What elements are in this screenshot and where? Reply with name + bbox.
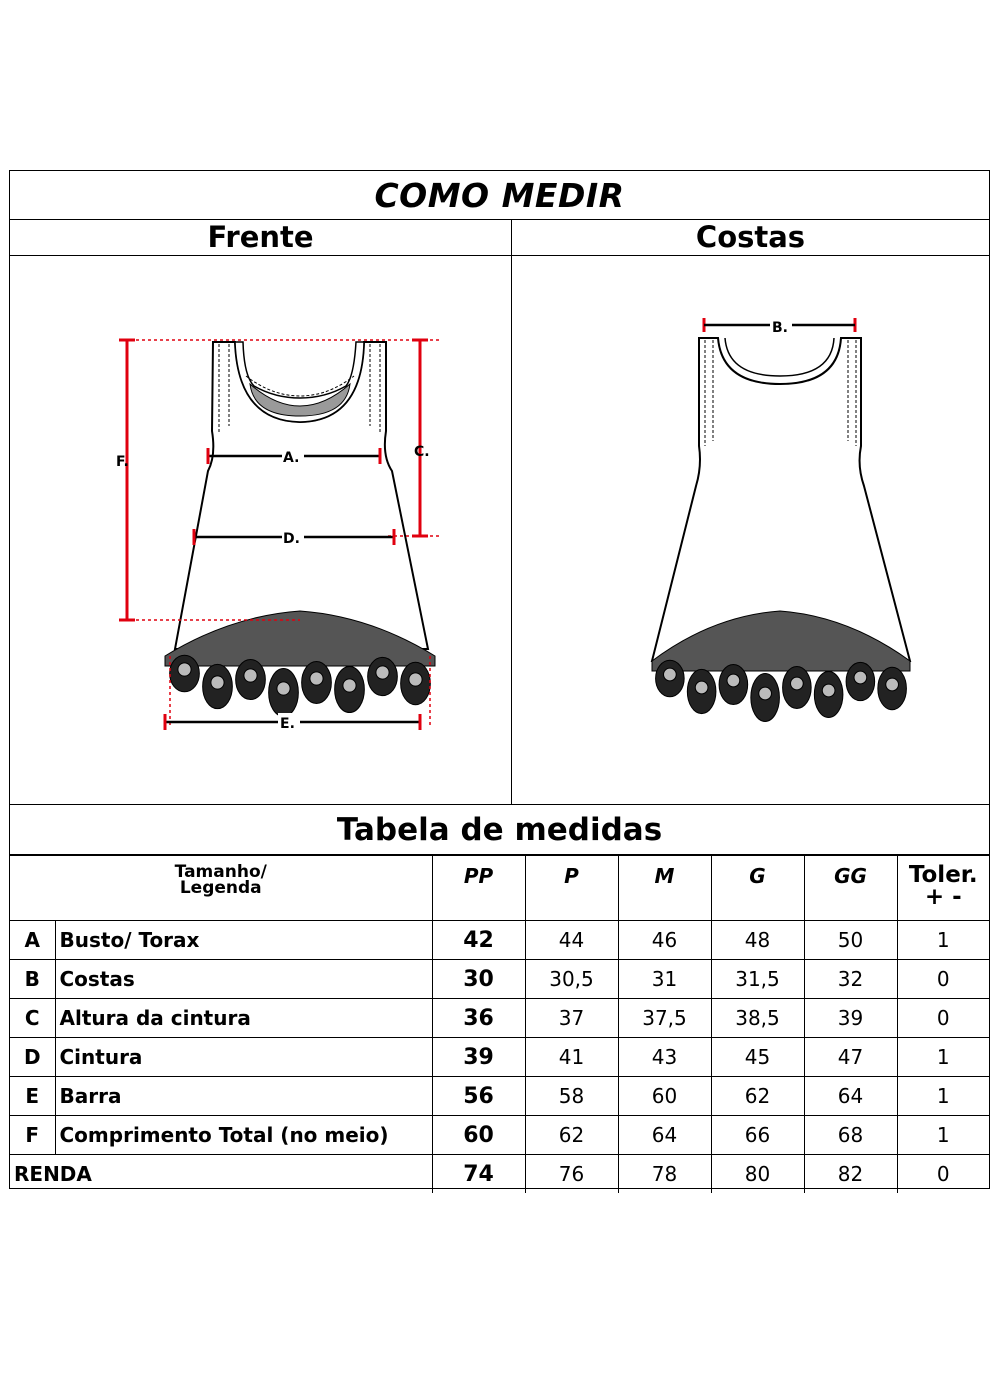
row-value-p: 62 <box>525 1116 618 1155</box>
measurement-sheet <box>9 170 990 1189</box>
row-value-g: 45 <box>711 1038 804 1077</box>
lace-hem-front <box>165 611 435 716</box>
tolerance-header-line1: Toler. <box>908 862 978 888</box>
row-value-pp: 56 <box>432 1077 525 1116</box>
size-header-p: P <box>525 856 618 921</box>
table-row <box>10 1077 989 1116</box>
row-tolerance: 0 <box>897 999 989 1038</box>
row-tolerance: 1 <box>897 1116 989 1155</box>
table-row <box>10 960 989 999</box>
back-view-title: Costas <box>512 219 989 256</box>
row-value-pp: 39 <box>432 1038 525 1077</box>
front-garment-diagram <box>10 256 512 804</box>
label-a: A. <box>283 450 300 466</box>
legend-header <box>10 856 432 921</box>
row-label: Costas <box>55 960 432 999</box>
row-value-m: 60 <box>618 1077 711 1116</box>
front-diagram-panel <box>10 256 512 804</box>
row-code: C <box>10 999 55 1038</box>
row-value-g: 66 <box>711 1116 804 1155</box>
label-e: E. <box>280 716 295 732</box>
row-label: Busto/ Torax <box>55 921 432 960</box>
row-value-m: 43 <box>618 1038 711 1077</box>
row-label: Comprimento Total (no meio) <box>55 1116 432 1155</box>
row-tolerance: 1 <box>897 1077 989 1116</box>
row-value-gg: 64 <box>804 1077 897 1116</box>
row-value-m: 78 <box>618 1155 711 1194</box>
row-code: A <box>10 921 55 960</box>
legend-header-line2: Legenda <box>179 878 262 898</box>
back-diagram-panel <box>512 256 989 804</box>
label-b: B. <box>772 320 788 336</box>
row-value-p: 76 <box>525 1155 618 1194</box>
tolerance-header <box>897 856 989 921</box>
row-value-g: 31,5 <box>711 960 804 999</box>
row-value-gg: 50 <box>804 921 897 960</box>
red-measure-lines <box>127 340 420 620</box>
row-label: RENDA <box>10 1155 432 1194</box>
label-f: F. <box>116 454 129 470</box>
table-row <box>10 999 989 1038</box>
row-value-p: 44 <box>525 921 618 960</box>
size-header-gg: GG <box>804 856 897 921</box>
row-tolerance: 0 <box>897 1155 989 1194</box>
row-value-m: 37,5 <box>618 999 711 1038</box>
row-code: B <box>10 960 55 999</box>
row-value-gg: 68 <box>804 1116 897 1155</box>
legend-header-line1: Tamanho/ <box>174 862 267 882</box>
size-header-g: G <box>711 856 804 921</box>
row-value-pp: 36 <box>432 999 525 1038</box>
row-value-gg: 82 <box>804 1155 897 1194</box>
row-tolerance: 0 <box>897 960 989 999</box>
label-c: C. <box>414 444 430 460</box>
table-title: Tabela de medidas <box>10 804 989 855</box>
row-label: Altura da cintura <box>55 999 432 1038</box>
row-label: Cintura <box>55 1038 432 1077</box>
row-value-m: 31 <box>618 960 711 999</box>
row-value-gg: 39 <box>804 999 897 1038</box>
size-table <box>10 855 989 1193</box>
row-value-p: 30,5 <box>525 960 618 999</box>
lace-hem-back <box>652 611 910 721</box>
row-value-g: 62 <box>711 1077 804 1116</box>
row-value-pp: 60 <box>432 1116 525 1155</box>
row-code: D <box>10 1038 55 1077</box>
row-value-gg: 47 <box>804 1038 897 1077</box>
row-code: F <box>10 1116 55 1155</box>
row-tolerance: 1 <box>897 921 989 960</box>
table-row <box>10 1116 989 1155</box>
label-d: D. <box>283 531 300 547</box>
row-value-g: 38,5 <box>711 999 804 1038</box>
row-code: E <box>10 1077 55 1116</box>
table-row <box>10 921 989 960</box>
row-value-p: 37 <box>525 999 618 1038</box>
row-value-gg: 32 <box>804 960 897 999</box>
tolerance-header-line2: + - <box>924 884 962 910</box>
row-value-pp: 42 <box>432 921 525 960</box>
front-garment-outline <box>175 342 428 649</box>
row-value-pp: 74 <box>432 1155 525 1194</box>
row-value-g: 80 <box>711 1155 804 1194</box>
page-title: COMO MEDIR <box>10 171 989 220</box>
row-value-p: 41 <box>525 1038 618 1077</box>
size-header-pp: PP <box>432 856 525 921</box>
back-garment-diagram <box>512 256 989 804</box>
row-value-pp: 30 <box>432 960 525 999</box>
row-value-m: 46 <box>618 921 711 960</box>
row-label: Barra <box>55 1077 432 1116</box>
table-row-renda <box>10 1155 989 1194</box>
row-value-m: 64 <box>618 1116 711 1155</box>
front-view-title: Frente <box>10 219 512 256</box>
row-value-p: 58 <box>525 1077 618 1116</box>
row-value-g: 48 <box>711 921 804 960</box>
size-header-m: M <box>618 856 711 921</box>
table-row <box>10 1038 989 1077</box>
table-header-row <box>10 856 989 921</box>
row-tolerance: 1 <box>897 1038 989 1077</box>
